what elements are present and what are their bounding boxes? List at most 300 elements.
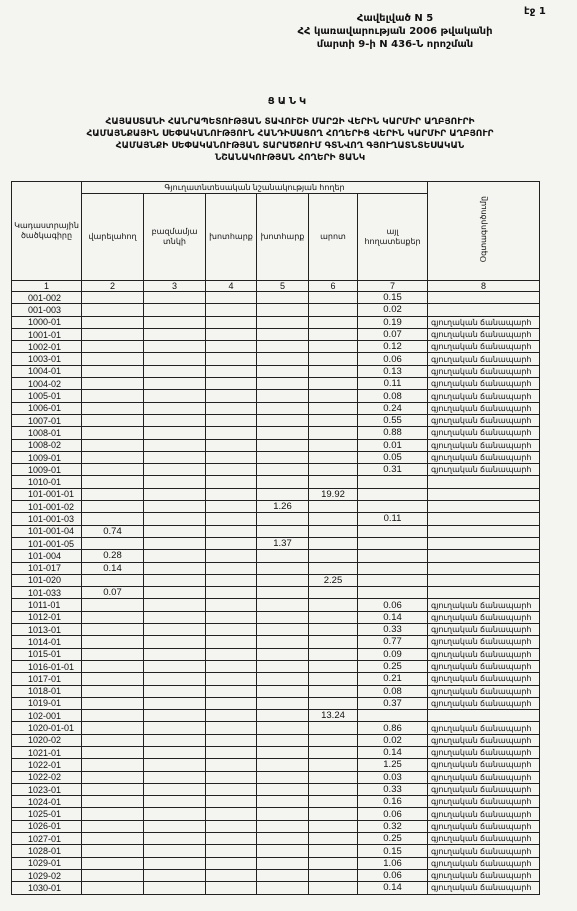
perennial-cell: [144, 316, 206, 328]
perennial-cell: [144, 353, 206, 365]
hayfield-cell: [257, 550, 309, 562]
other-land-cell: 0.06: [358, 808, 428, 820]
other-land-cell: [358, 550, 428, 562]
table-row: [12, 833, 540, 845]
table-row: [12, 710, 540, 722]
hayfield-cell: [257, 783, 309, 795]
arable-cell: [82, 685, 144, 697]
arable-cell: [82, 722, 144, 734]
perennial-cell: [144, 734, 206, 746]
other-land-cell: 0.02: [358, 734, 428, 746]
perennial-cell: [144, 722, 206, 734]
pasture-cell: [309, 833, 358, 845]
perennial-cell: [144, 341, 206, 353]
usage-cell: [428, 304, 540, 316]
table-row: [12, 476, 540, 488]
heading-line-3: ՀԱՄԱՅՆՔԻ ՍԵՓԱԿԱՆՈՒԹՅԱՆ ՏԱՐԱԾՔՈՒՄ ԳՏՆՎՈՂ ԳՅՈՒՂԱՏՆՏԵՍԱԿԱՆ: [115, 141, 465, 151]
hayfield-a-cell: [206, 685, 257, 697]
pasture-cell: [309, 414, 358, 426]
other-land-cell: 0.05: [358, 451, 428, 463]
hayfield-cell: [257, 771, 309, 783]
arable-cell: [82, 501, 144, 513]
pasture-cell: [309, 378, 358, 390]
cadastral-code-cell: 1030-01: [12, 882, 82, 894]
cadastral-code-cell: 1014-01: [12, 636, 82, 648]
table-row: [12, 611, 540, 623]
hayfield-cell: [257, 353, 309, 365]
table-row: [12, 427, 540, 439]
cadastral-code-cell: 1008-02: [12, 439, 82, 451]
other-land-cell: 0.09: [358, 648, 428, 660]
table-row: [12, 414, 540, 426]
usage-cell: գյուղական ճանապարհ: [428, 378, 540, 390]
arable-cell: [82, 402, 144, 414]
table-row: [12, 328, 540, 340]
pasture-cell: [309, 304, 358, 316]
cadastral-code-cell: 1018-01: [12, 685, 82, 697]
usage-cell: գյուղական ճանապարհ: [428, 685, 540, 697]
usage-cell: գյուղական ճանապարհ: [428, 845, 540, 857]
usage-cell: գյուղական ճանապարհ: [428, 697, 540, 709]
hayfield-a-cell: [206, 599, 257, 611]
usage-cell: գյուղական ճանապարհ: [428, 451, 540, 463]
other-land-cell: 0.24: [358, 402, 428, 414]
header-hayfield: խոտհարք: [257, 194, 309, 281]
usage-cell: գյուղական ճանապարհ: [428, 857, 540, 869]
table-row: [12, 537, 540, 549]
hayfield-cell: [257, 599, 309, 611]
perennial-cell: [144, 513, 206, 525]
perennial-cell: [144, 439, 206, 451]
cadastral-code-cell: 1029-02: [12, 869, 82, 881]
other-land-cell: 0.32: [358, 820, 428, 832]
other-land-cell: [358, 710, 428, 722]
arable-cell: [82, 476, 144, 488]
pasture-cell: [309, 820, 358, 832]
pasture-cell: [309, 734, 358, 746]
hayfield-a-cell: [206, 328, 257, 340]
col-number: 4: [206, 281, 257, 292]
hayfield-cell: [257, 833, 309, 845]
hayfield-a-cell: [206, 488, 257, 500]
cadastral-code-cell: 101-001-04: [12, 525, 82, 537]
hayfield-cell: 1.37: [257, 537, 309, 549]
arable-cell: [82, 857, 144, 869]
pasture-cell: 13.24: [309, 710, 358, 722]
pasture-cell: [309, 550, 358, 562]
usage-cell: գյուղական ճանապարհ: [428, 796, 540, 808]
hayfield-a-cell: [206, 341, 257, 353]
arable-cell: [82, 734, 144, 746]
perennial-cell: [144, 869, 206, 881]
hayfield-a-cell: [206, 439, 257, 451]
table-row: [12, 845, 540, 857]
hayfield-a-cell: [206, 783, 257, 795]
pasture-cell: [309, 648, 358, 660]
hayfield-cell: [257, 464, 309, 476]
land-plots-table: [11, 181, 540, 895]
table-row: [12, 660, 540, 672]
other-land-cell: 0.15: [358, 845, 428, 857]
arable-cell: [82, 648, 144, 660]
table-row: [12, 734, 540, 746]
hayfield-a-cell: [206, 402, 257, 414]
cadastral-code-cell: 1001-01: [12, 328, 82, 340]
other-land-cell: 0.14: [358, 611, 428, 623]
perennial-cell: [144, 833, 206, 845]
perennial-cell: [144, 771, 206, 783]
arable-cell: [82, 427, 144, 439]
usage-cell: գյուղական ճանապարհ: [428, 833, 540, 845]
arable-cell: [82, 882, 144, 894]
arable-cell: [82, 414, 144, 426]
pasture-cell: [309, 759, 358, 771]
pasture-cell: [309, 292, 358, 304]
hayfield-cell: [257, 402, 309, 414]
usage-cell: գյուղական ճանապարհ: [428, 427, 540, 439]
pasture-cell: [309, 587, 358, 599]
cadastral-code-cell: 1024-01: [12, 796, 82, 808]
hayfield-cell: [257, 820, 309, 832]
perennial-cell: [144, 574, 206, 586]
col-number: 1: [12, 281, 82, 292]
hayfield-cell: [257, 341, 309, 353]
perennial-cell: [144, 402, 206, 414]
pasture-cell: [309, 673, 358, 685]
hayfield-a-cell: [206, 820, 257, 832]
table-row: [12, 857, 540, 869]
other-land-cell: 0.19: [358, 316, 428, 328]
usage-cell: գյուղական ճանապարհ: [428, 783, 540, 795]
cadastral-code-cell: 1027-01: [12, 833, 82, 845]
arable-cell: [82, 451, 144, 463]
table-row: [12, 808, 540, 820]
pasture-cell: 2.25: [309, 574, 358, 586]
cadastral-code-cell: 1022-02: [12, 771, 82, 783]
cadastral-code-cell: 1017-01: [12, 673, 82, 685]
hayfield-cell: 1.26: [257, 501, 309, 513]
usage-cell: գյուղական ճանապարհ: [428, 759, 540, 771]
table-row: [12, 574, 540, 586]
arable-cell: [82, 390, 144, 402]
arable-cell: [82, 537, 144, 549]
table-row: [12, 697, 540, 709]
table-row: [12, 292, 540, 304]
other-land-cell: [358, 574, 428, 586]
pasture-cell: [309, 796, 358, 808]
pasture-cell: [309, 869, 358, 881]
hayfield-a-cell: [206, 808, 257, 820]
arable-cell: [82, 599, 144, 611]
perennial-cell: [144, 710, 206, 722]
hayfield-a-cell: [206, 550, 257, 562]
pasture-cell: [309, 390, 358, 402]
arable-cell: [82, 820, 144, 832]
hayfield-a-cell: [206, 796, 257, 808]
table-row: [12, 759, 540, 771]
table-row: [12, 464, 540, 476]
usage-cell: [428, 476, 540, 488]
col-number: 8: [428, 281, 540, 292]
pasture-cell: [309, 476, 358, 488]
header-other-land: այլ հողատեսքեր: [358, 194, 428, 281]
cadastral-code-cell: 1029-01: [12, 857, 82, 869]
hayfield-cell: [257, 660, 309, 672]
table-row: [12, 341, 540, 353]
other-land-cell: [358, 537, 428, 549]
hayfield-cell: [257, 488, 309, 500]
perennial-cell: [144, 673, 206, 685]
perennial-cell: [144, 783, 206, 795]
arable-cell: [82, 869, 144, 881]
cadastral-code-cell: 1010-01: [12, 476, 82, 488]
hayfield-a-cell: [206, 365, 257, 377]
usage-cell: [428, 488, 540, 500]
usage-cell: գյուղական ճանապարհ: [428, 316, 540, 328]
annex-line-3: մարտի 9-ի N 436-Ն որոշման: [316, 39, 474, 50]
arable-cell: [82, 378, 144, 390]
header-arable: վարելահող: [82, 194, 144, 281]
arable-cell: [82, 746, 144, 758]
perennial-cell: [144, 796, 206, 808]
cadastral-code-cell: 102-001: [12, 710, 82, 722]
hayfield-cell: [257, 857, 309, 869]
usage-cell: գյուղական ճանապարհ: [428, 882, 540, 894]
arable-cell: [82, 439, 144, 451]
hayfield-a-cell: [206, 771, 257, 783]
perennial-cell: [144, 525, 206, 537]
table-row: [12, 796, 540, 808]
col-number: 3: [144, 281, 206, 292]
hayfield-a-cell: [206, 722, 257, 734]
hayfield-cell: [257, 734, 309, 746]
arable-cell: 0.74: [82, 525, 144, 537]
table-body: [12, 292, 540, 895]
table-row: [12, 488, 540, 500]
usage-cell: գյուղական ճանապարհ: [428, 869, 540, 881]
pasture-cell: [309, 402, 358, 414]
arable-cell: [82, 316, 144, 328]
perennial-cell: [144, 697, 206, 709]
table-row: [12, 365, 540, 377]
cadastral-code-cell: 101-001-03: [12, 513, 82, 525]
col-number: 2: [82, 281, 144, 292]
header-usage: Օգտագործումը: [428, 182, 540, 281]
pasture-cell: [309, 624, 358, 636]
table-row: [12, 636, 540, 648]
usage-cell: գյուղական ճանապարհ: [428, 746, 540, 758]
arable-cell: [82, 365, 144, 377]
hayfield-cell: [257, 845, 309, 857]
table-row: [12, 771, 540, 783]
usage-cell: գյուղական ճանապարհ: [428, 353, 540, 365]
hayfield-cell: [257, 636, 309, 648]
usage-cell: գյուղական ճանապարհ: [428, 365, 540, 377]
hayfield-a-cell: [206, 869, 257, 881]
hayfield-cell: [257, 292, 309, 304]
perennial-cell: [144, 328, 206, 340]
other-land-cell: 0.14: [358, 746, 428, 758]
hayfield-a-cell: [206, 611, 257, 623]
cadastral-code-cell: 1021-01: [12, 746, 82, 758]
heading-line-1: ՀԱՅԱՍՏԱՆԻ ՀԱՆՐԱՊԵՏՈՒԹՅԱՆ ՏԱՎՈՒՇԻ ՄԱՐԶԻ ՎԵՐԻՆ ԿԱՐՄԻՐ ԱՂԲՅՈՒՐԻ: [105, 117, 475, 127]
arable-cell: [82, 624, 144, 636]
hayfield-a-cell: [206, 648, 257, 660]
usage-cell: գյուղական ճանապարհ: [428, 439, 540, 451]
pasture-cell: [309, 501, 358, 513]
hayfield-a-cell: [206, 574, 257, 586]
usage-cell: [428, 537, 540, 549]
cadastral-code-cell: 101-001-05: [12, 537, 82, 549]
perennial-cell: [144, 488, 206, 500]
table-row: [12, 402, 540, 414]
arable-cell: 0.28: [82, 550, 144, 562]
usage-cell: գյուղական ճանապարհ: [428, 771, 540, 783]
hayfield-cell: [257, 673, 309, 685]
usage-cell: գյուղական ճանապարհ: [428, 722, 540, 734]
other-land-cell: 0.77: [358, 636, 428, 648]
cadastral-code-cell: 1023-01: [12, 783, 82, 795]
perennial-cell: [144, 476, 206, 488]
usage-cell: [428, 525, 540, 537]
perennial-cell: [144, 759, 206, 771]
hayfield-cell: [257, 378, 309, 390]
other-land-cell: 0.06: [358, 353, 428, 365]
hayfield-a-cell: [206, 414, 257, 426]
arable-cell: [82, 833, 144, 845]
usage-cell: գյուղական ճանապարհ: [428, 660, 540, 672]
pasture-cell: [309, 722, 358, 734]
hayfield-cell: [257, 328, 309, 340]
table-row: [12, 562, 540, 574]
pasture-cell: [309, 685, 358, 697]
other-land-cell: 0.11: [358, 513, 428, 525]
hayfield-a-cell: [206, 882, 257, 894]
cadastral-code-cell: 1015-01: [12, 648, 82, 660]
pasture-cell: [309, 562, 358, 574]
perennial-cell: [144, 390, 206, 402]
perennial-cell: [144, 550, 206, 562]
pasture-cell: [309, 365, 358, 377]
other-land-cell: [358, 476, 428, 488]
arable-cell: [82, 353, 144, 365]
page-number: էջ 1: [524, 6, 546, 17]
pasture-cell: [309, 746, 358, 758]
hayfield-cell: [257, 710, 309, 722]
arable-cell: [82, 341, 144, 353]
hayfield-cell: [257, 476, 309, 488]
header-cadastral-code: Կադաստրային ծածկագիրը: [12, 182, 82, 281]
other-land-cell: 0.25: [358, 660, 428, 672]
other-land-cell: [358, 488, 428, 500]
table-row: [12, 525, 540, 537]
usage-cell: [428, 710, 540, 722]
pasture-cell: [309, 328, 358, 340]
hayfield-a-cell: [206, 476, 257, 488]
usage-cell: [428, 550, 540, 562]
hayfield-cell: [257, 808, 309, 820]
other-land-cell: 0.07: [358, 328, 428, 340]
cadastral-code-cell: 1020-02: [12, 734, 82, 746]
pasture-cell: [309, 439, 358, 451]
header-perennial: բազմամյա տնկի: [144, 194, 206, 281]
hayfield-cell: [257, 648, 309, 660]
col-number: 7: [358, 281, 428, 292]
arable-cell: [82, 292, 144, 304]
perennial-cell: [144, 882, 206, 894]
other-land-cell: 0.55: [358, 414, 428, 426]
heading-line-4: ՆՇԱՆԱԿՈՒԹՅԱՆ ՀՈՂԵՐԻ ՑԱՆԿ: [214, 153, 366, 163]
col-number: 5: [257, 281, 309, 292]
hayfield-a-cell: [206, 697, 257, 709]
table-row: [12, 390, 540, 402]
col-number: 6: [309, 281, 358, 292]
perennial-cell: [144, 292, 206, 304]
cadastral-code-cell: 1022-01: [12, 759, 82, 771]
list-label: ՑԱՆԿ: [267, 96, 310, 107]
arable-cell: [82, 611, 144, 623]
pasture-cell: [309, 513, 358, 525]
other-land-cell: 0.21: [358, 673, 428, 685]
pasture-cell: [309, 341, 358, 353]
other-land-cell: 0.06: [358, 869, 428, 881]
cadastral-code-cell: 1002-01: [12, 341, 82, 353]
cadastral-code-cell: 101-033: [12, 587, 82, 599]
hayfield-a-cell: [206, 353, 257, 365]
hayfield-a-cell: [206, 316, 257, 328]
hayfield-cell: [257, 746, 309, 758]
cadastral-code-cell: 1013-01: [12, 624, 82, 636]
table-row: [12, 820, 540, 832]
cadastral-code-cell: 1025-01: [12, 808, 82, 820]
cadastral-code-cell: 101-004: [12, 550, 82, 562]
other-land-cell: [358, 525, 428, 537]
table-row: [12, 685, 540, 697]
other-land-cell: [358, 501, 428, 513]
cadastral-code-cell: 1003-01: [12, 353, 82, 365]
other-land-cell: 1.06: [358, 857, 428, 869]
perennial-cell: [144, 648, 206, 660]
perennial-cell: [144, 746, 206, 758]
perennial-cell: [144, 611, 206, 623]
perennial-cell: [144, 501, 206, 513]
other-land-cell: 0.01: [358, 439, 428, 451]
hayfield-a-cell: [206, 501, 257, 513]
cadastral-code-cell: 001-003: [12, 304, 82, 316]
pasture-cell: [309, 353, 358, 365]
other-land-cell: 0.33: [358, 783, 428, 795]
cadastral-code-cell: 1016-01-01: [12, 660, 82, 672]
hayfield-a-cell: [206, 427, 257, 439]
pasture-cell: [309, 525, 358, 537]
pasture-cell: [309, 599, 358, 611]
hayfield-cell: [257, 759, 309, 771]
cadastral-code-cell: 101-001-02: [12, 501, 82, 513]
arable-cell: [82, 697, 144, 709]
table-row: [12, 353, 540, 365]
usage-cell: [428, 501, 540, 513]
cadastral-code-cell: 101-001-01: [12, 488, 82, 500]
hayfield-a-cell: [206, 673, 257, 685]
perennial-cell: [144, 378, 206, 390]
table-row: [12, 316, 540, 328]
other-land-cell: 0.08: [358, 685, 428, 697]
arable-cell: [82, 771, 144, 783]
hayfield-a-cell: [206, 746, 257, 758]
other-land-cell: 0.86: [358, 722, 428, 734]
annex-line-2: ՀՀ կառավարության 2006 թվականի: [297, 26, 493, 37]
usage-cell: գյուղական ճանապարհ: [428, 648, 540, 660]
